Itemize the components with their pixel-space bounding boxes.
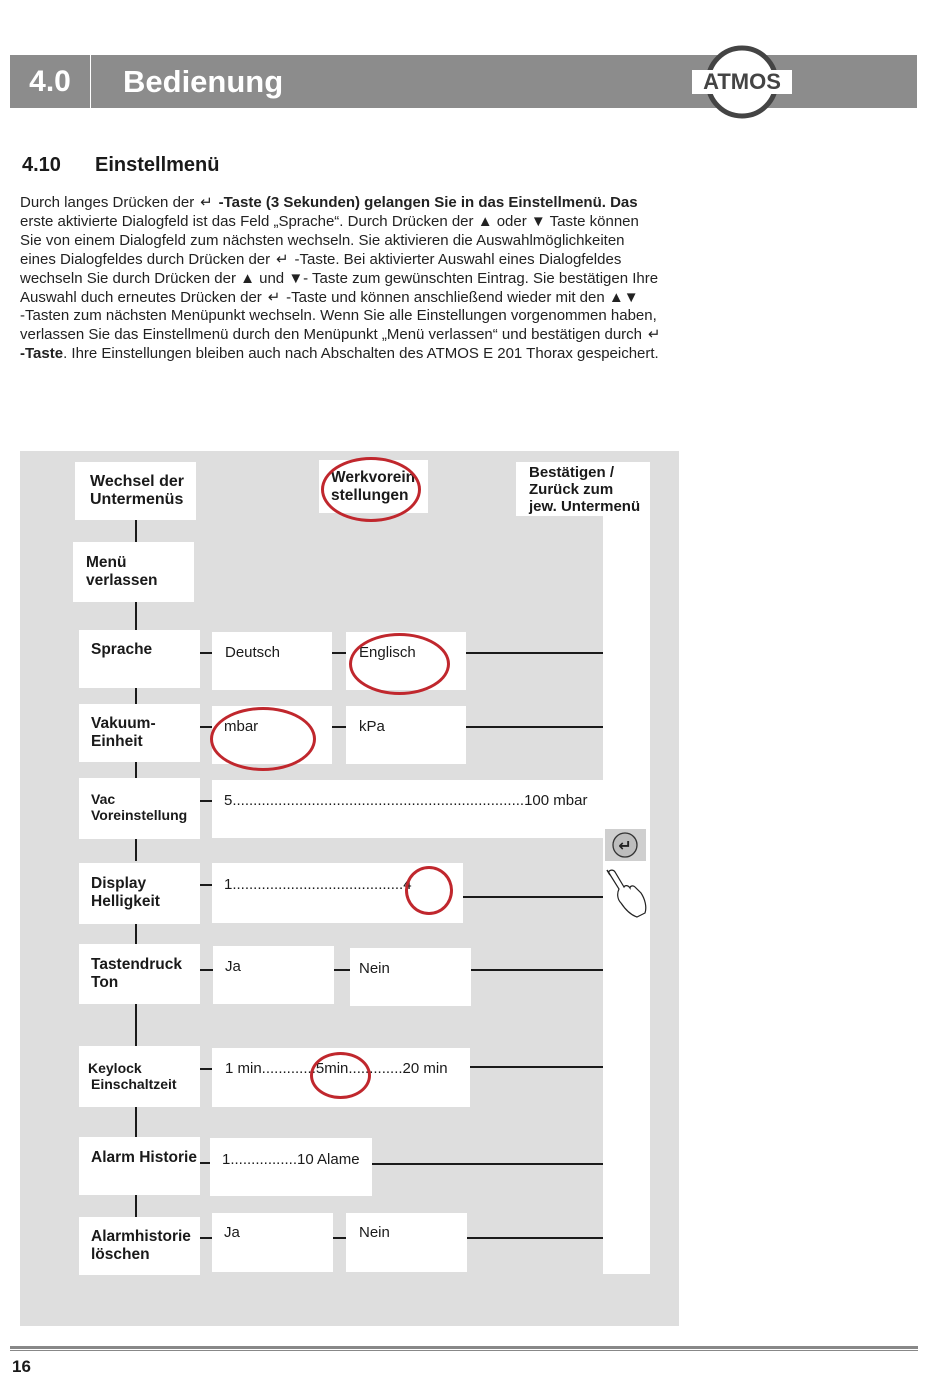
header-box-factory-defaults: Werkvorein stellungen — [319, 460, 428, 513]
setting-keylock-time[interactable]: Keylock Einschaltzeit — [79, 1046, 200, 1107]
enter-button[interactable] — [605, 829, 646, 861]
footer-rule — [10, 1346, 918, 1349]
header-box-submenus: Wechsel der Untermenüs — [75, 462, 196, 520]
range-display-brightness[interactable]: 1.........................................4 — [212, 863, 463, 923]
range-alarm-history[interactable]: 1................10 Alame — [210, 1138, 372, 1196]
option-nein[interactable]: Nein — [350, 948, 471, 1006]
option-ja-clear[interactable]: Ja — [212, 1213, 333, 1272]
setting-alarm-history[interactable]: Alarm Historie — [79, 1137, 200, 1195]
header-box-confirm: Bestätigen / Zurück zum jew. Untermenü — [516, 462, 650, 516]
enter-key-icon: ↵ — [276, 250, 289, 268]
instruction-paragraph: Durch langes Drücken der ↵ -Taste (3 Sekunden) gelangen Sie in das Einstellmenü. Das erste aktivierte Dialogfeld ist das Feld „Sprache“. Durch Drücken der ▲ oder ▼ Taste können Sie von einem Dialogfeld zum nächsten wechseln. Sie aktivieren die Auswahlmöglichkeiten eines Dialogfeldes durch Drücken der ↵ -Taste. Bei aktivierter Auswahl eines Dialogfeldes wechseln Sie durch Drücken der ▲ und ▼- Taste zum gewünschten Eintrag. Sie bestätigen Ihre Auswahl duch erneutes Drücken der ↵ -Taste und können anschließend wieder mit den ▲▼ -Tasten zum nächsten Menüpunkt wechseln. Wenn Sie alle Einstellungen vorgenommen haben, verlassen Sie das Einstellmenü durch den Menüpunkt „Menü verlassen“ und bestätigen durch ↵ -Taste. Ihre Einstellungen bleiben auch nach Abschalten des ATMOS E 201 Thorax gespeichert. — [20, 194, 661, 363]
range-vac-preset[interactable]: 5......................................................................100 mbar — [212, 780, 603, 838]
page-number: 16 — [12, 1357, 31, 1376]
chapter-number: 4.0 — [10, 55, 90, 108]
section-title: Einstellmenü — [95, 154, 220, 176]
logo-text: ATMOS — [703, 69, 781, 94]
highlight-circle — [310, 1052, 371, 1099]
option-nein-clear[interactable]: Nein — [346, 1213, 467, 1272]
chapter-title: Bedienung — [123, 64, 284, 99]
highlight-circle — [405, 866, 453, 915]
setting-language[interactable]: Sprache — [79, 630, 200, 688]
highlight-circle — [349, 633, 450, 695]
setting-clear-alarm-history[interactable]: Alarmhistorie löschen — [79, 1217, 200, 1275]
section-number: 4.10 — [22, 154, 61, 176]
highlight-circle — [210, 707, 316, 771]
range-keylock-time[interactable]: 1 min.............5min.............20 min — [212, 1048, 470, 1107]
pointing-hand-icon — [605, 869, 649, 921]
atmos-logo — [690, 44, 794, 120]
enter-key-icon: ↵ — [267, 288, 281, 306]
option-ja[interactable]: Ja — [213, 946, 334, 1004]
option-deutsch[interactable]: Deutsch — [212, 632, 332, 690]
option-mbar[interactable]: mbar — [212, 706, 332, 764]
footer-rule — [10, 1350, 918, 1351]
enter-key-icon: ↵ — [647, 326, 661, 344]
option-englisch[interactable]: Englisch — [346, 632, 466, 690]
settings-menu-diagram — [20, 451, 679, 1326]
setting-vacuum-unit[interactable]: Vakuum- Einheit — [79, 704, 200, 762]
enter-key-icon: ↵ — [200, 194, 213, 211]
setting-display-brightness[interactable]: Display Helligkeit — [79, 863, 200, 924]
menu-exit-box[interactable]: Menü verlassen — [73, 542, 194, 602]
confirm-column — [603, 462, 650, 1274]
highlight-circle — [321, 457, 421, 522]
setting-keypress-tone[interactable]: Tastendruck Ton — [79, 944, 200, 1004]
setting-vac-preset[interactable]: Vac Voreinstellung — [79, 778, 200, 839]
enter-icon: ↵ — [618, 836, 632, 855]
option-kpa[interactable]: kPa — [346, 706, 466, 764]
